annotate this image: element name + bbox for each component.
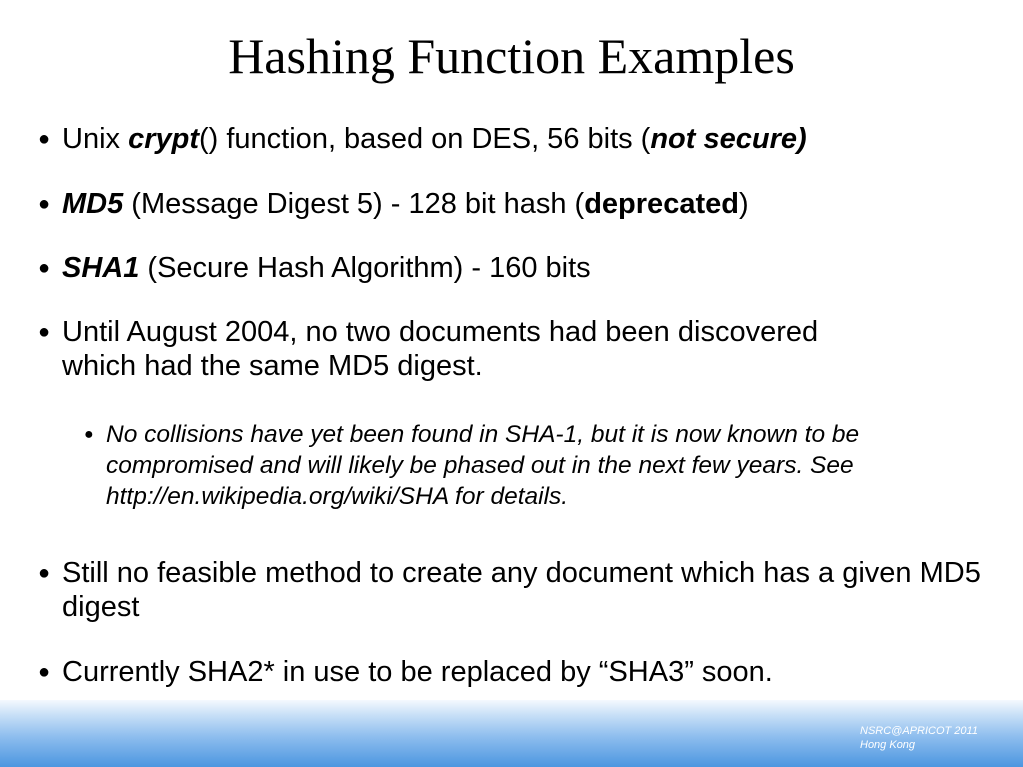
bullet-icon: ● (84, 426, 94, 443)
bullet-icon: ● (38, 128, 51, 150)
bullet-august-2004 (38, 315, 838, 383)
sub-bullet-text: No collisions have yet been found in SHA-1, but it is now known to be compromised and will likely be phased out in the next few years. See http://en.wikipedia.org/wiki/SHA for details. (106, 421, 860, 510)
footer-caption (860, 724, 978, 752)
sub-bullet-sha1-collisions (84, 419, 1004, 512)
bullet-icon: ● (38, 321, 51, 343)
bullet-md5 (38, 187, 1008, 221)
bullet-text: Unix crypt() function, based on DES, 56 bits (not secure) (62, 123, 807, 155)
bullet-text: Currently SHA2* in use to be replaced by “SHA3” soon. (62, 656, 773, 688)
bullet-sha2 (38, 655, 1008, 689)
bullet-text: MD5 (Message Digest 5) - 128 bit hash (deprecated) (62, 188, 749, 220)
bullet-text: SHA1 (Secure Hash Algorithm) - 160 bits (62, 252, 591, 284)
bullet-no-feasible-method (38, 556, 1008, 624)
bullet-sha1 (38, 251, 1008, 285)
bullet-icon: ● (38, 562, 51, 584)
bullet-icon: ● (38, 257, 51, 279)
bullet-icon: ● (38, 193, 51, 215)
bullet-icon: ● (38, 661, 51, 683)
slide-title: Hashing Function Examples (228, 28, 795, 84)
footer-line-2: Hong Kong (860, 739, 916, 751)
bullet-text: Until August 2004, no two documents had been discovered which had the same MD5 digest. (62, 316, 819, 382)
footer-line-1: NSRC@APRICOT 2011 (860, 725, 978, 737)
bullet-text: Still no feasible method to create any document which has a given MD5 digest (62, 557, 981, 623)
bullet-unix-crypt (38, 122, 1008, 156)
